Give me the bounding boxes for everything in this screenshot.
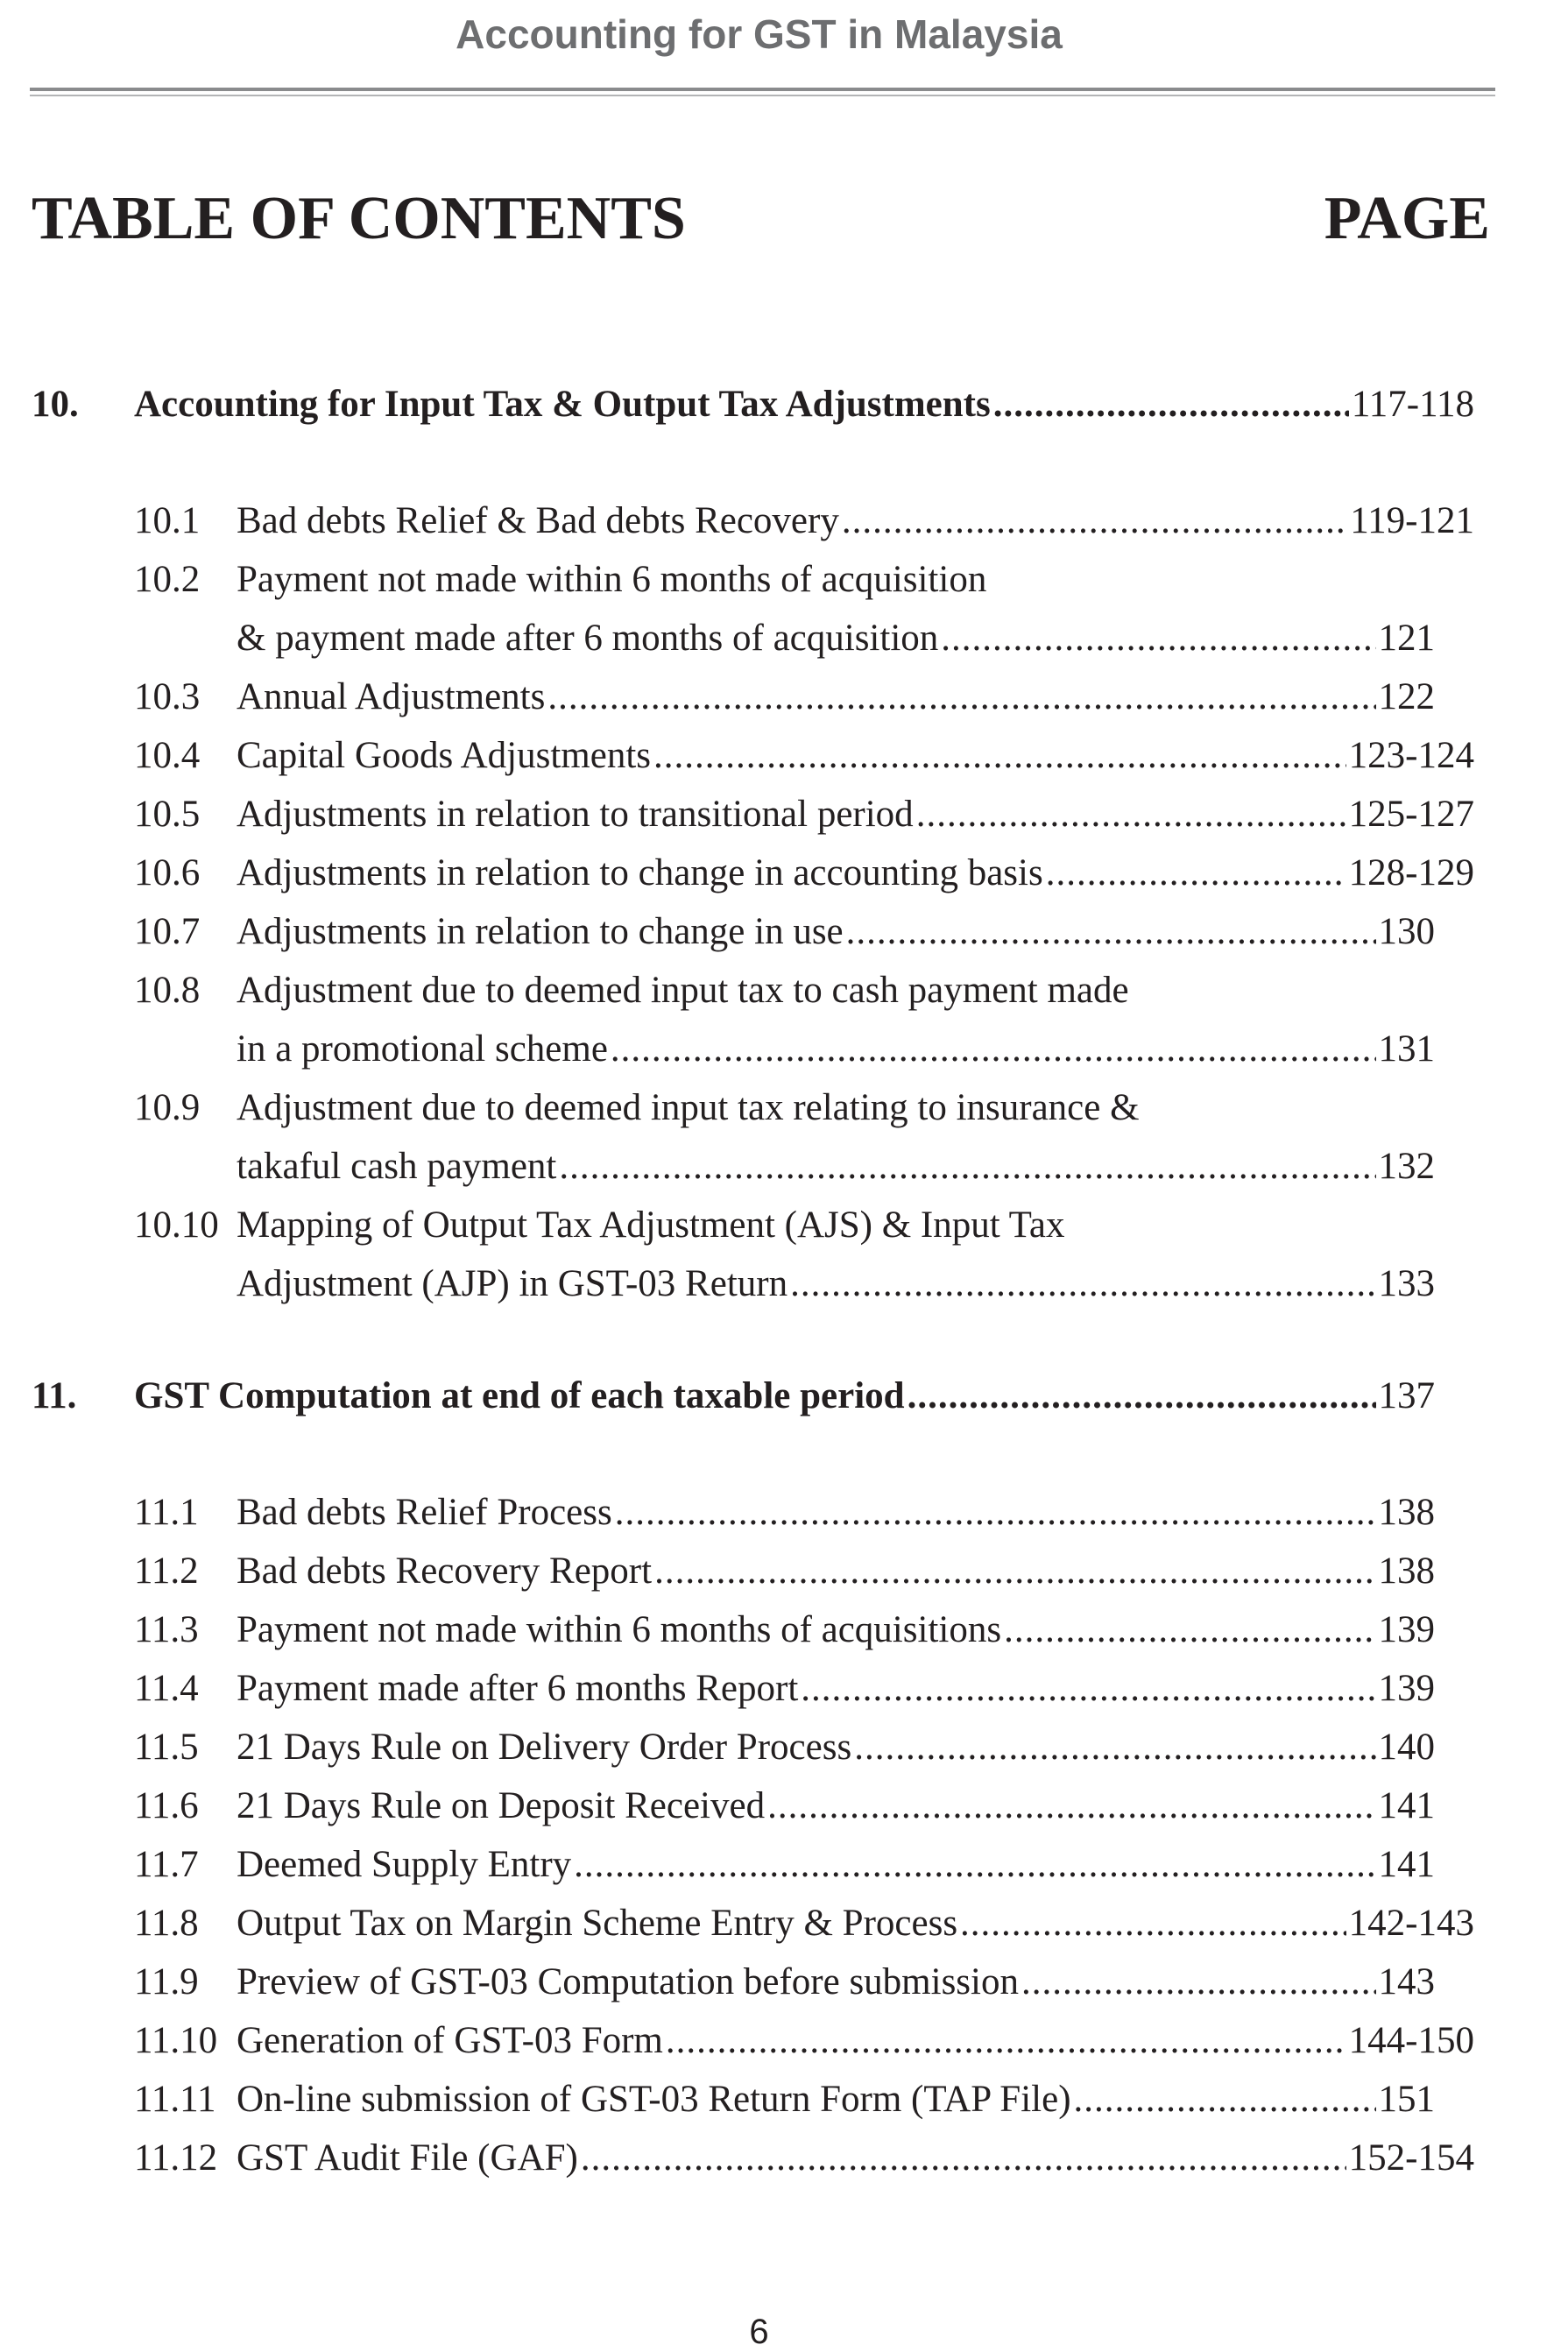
subsection-page: 125-127 (1348, 794, 1474, 835)
subsection-number: 10.6 (134, 852, 201, 893)
subsection-number: 11.9 (134, 1961, 199, 2002)
dot-leader (790, 1258, 1375, 1310)
subsection-entry (237, 1487, 1435, 1539)
subsection-title: Payment made after 6 months Report (237, 1668, 799, 1709)
subsection-entry (237, 1141, 1435, 1193)
section-number: 11. (32, 1375, 77, 1416)
subsection-page: 122 (1378, 676, 1435, 717)
subsection-number: 11.5 (134, 1727, 199, 1768)
subsection-page: 141 (1378, 1785, 1435, 1826)
dot-leader (654, 1545, 1375, 1598)
subsection-entry (237, 847, 1474, 900)
page-column-heading: PAGE (1324, 185, 1490, 252)
subsection-number: 11.3 (134, 1609, 199, 1650)
subsection-page: 139 (1378, 1668, 1435, 1709)
subsection-number: 10.7 (134, 911, 201, 952)
subsection-title: Adjustments in relation to transitional period (237, 794, 914, 835)
section-title: GST Computation at end of each taxable period (134, 1375, 905, 1416)
section-page: 117-118 (1351, 384, 1474, 425)
dot-leader (1046, 847, 1346, 900)
subsection-title: Bad debts Recovery Report (237, 1550, 653, 1592)
subsection-page: 152-154 (1348, 2137, 1474, 2179)
dot-leader (547, 671, 1375, 724)
subsection-title: in a promotional scheme (237, 1028, 608, 1070)
dot-leader (854, 1721, 1375, 1774)
subsection-entry-continued (237, 554, 986, 606)
dot-leader (581, 2132, 1346, 2185)
subsection-title: Adjustments in relation to change in accounting basis (237, 852, 1043, 893)
subsection-title: Bad debts Relief & Bad debts Recovery (237, 500, 839, 541)
subsection-number: 11.4 (134, 1668, 199, 1709)
subsection-page: 138 (1378, 1492, 1435, 1533)
subsection-entry (237, 1663, 1435, 1715)
subsection-page: 132 (1378, 1146, 1435, 1187)
subsection-title: Bad debts Relief Process (237, 1492, 612, 1533)
subsection-page: 128-129 (1348, 852, 1474, 893)
subsection-number: 11.2 (134, 1550, 199, 1592)
subsection-title: Capital Goods Adjustments (237, 735, 651, 776)
subsection-entry (237, 788, 1474, 841)
subsection-title: Adjustment (AJP) in GST-03 Return (237, 1263, 788, 1304)
subsection-title: Adjustment due to deemed input tax to cash payment made (237, 970, 1129, 1011)
subsection-number: 10.1 (134, 500, 201, 541)
subsection-title: Deemed Supply Entry (237, 1844, 572, 1885)
subsection-number: 10.3 (134, 676, 201, 717)
subsection-page: 123-124 (1348, 735, 1474, 776)
dot-leader (1004, 1604, 1375, 1656)
subsection-page: 151 (1378, 2079, 1435, 2120)
subsection-title: On-line submission of GST-03 Return Form (TAP File) (237, 2079, 1071, 2120)
section-number: 10. (32, 384, 79, 425)
subsection-number: 11.1 (134, 1492, 199, 1533)
section-page: 137 (1378, 1375, 1435, 1416)
subsection-number: 11.11 (134, 2079, 216, 2120)
dot-leader (941, 612, 1375, 665)
subsection-entry (237, 1897, 1474, 1950)
subsection-entry (237, 671, 1435, 724)
dot-leader (1021, 1956, 1376, 2009)
section-entry (134, 378, 1474, 431)
subsection-number: 10.10 (134, 1204, 219, 1246)
subsection-entry-continued (237, 1199, 1065, 1252)
subsection-entry (237, 1545, 1435, 1598)
subsection-page: 141 (1378, 1844, 1435, 1885)
running-head: Accounting for GST in Malaysia (456, 11, 1063, 57)
dot-leader (653, 730, 1346, 782)
subsection-entry (237, 1604, 1435, 1656)
dot-leader (960, 1897, 1346, 1950)
subsection-entry (237, 1023, 1435, 1076)
subsection-page: 143 (1378, 1961, 1435, 2002)
subsection-title: takaful cash payment (237, 1146, 557, 1187)
subsection-number: 11.10 (134, 2020, 218, 2061)
dot-leader (916, 788, 1346, 841)
subsection-title: Annual Adjustments (237, 676, 546, 717)
dot-leader (993, 378, 1349, 431)
subsection-entry (237, 2132, 1474, 2185)
dot-leader (767, 1780, 1375, 1833)
subsection-page: 119-121 (1350, 500, 1474, 541)
subsection-title: Generation of GST-03 Form (237, 2020, 663, 2061)
subsection-entry (237, 2073, 1435, 2126)
subsection-number: 11.8 (134, 1903, 199, 1944)
subsection-title: Payment not made within 6 months of acquisition (237, 559, 987, 600)
subsection-title: Mapping of Output Tax Adjustment (AJS) & Input Tax (237, 1204, 1065, 1246)
dot-leader (559, 1141, 1375, 1193)
subsection-number: 10.8 (134, 970, 201, 1011)
subsection-page: 131 (1378, 1028, 1435, 1070)
subsection-title: 21 Days Rule on Delivery Order Process (237, 1727, 852, 1768)
subsection-title: Output Tax on Margin Scheme Entry & Process (237, 1903, 958, 1944)
subsection-entry-continued (237, 1082, 1140, 1134)
subsection-entry (237, 906, 1435, 958)
subsection-page: 130 (1378, 911, 1435, 952)
subsection-entry (237, 1780, 1435, 1833)
subsection-title: Preview of GST-03 Computation before submission (237, 1961, 1019, 2002)
subsection-title: GST Audit File (GAF) (237, 2137, 578, 2179)
dot-leader (801, 1663, 1375, 1715)
subsection-entry (237, 495, 1474, 547)
subsection-title: Adjustment due to deemed input tax relating to insurance & (237, 1087, 1140, 1128)
subsection-page: 121 (1378, 618, 1435, 659)
subsection-entry (237, 612, 1435, 665)
subsection-title: Payment not made within 6 months of acquisitions (237, 1609, 1002, 1650)
dot-leader (611, 1023, 1376, 1076)
subsection-page: 140 (1378, 1727, 1435, 1768)
dot-leader (908, 1370, 1376, 1423)
subsection-entry (237, 1258, 1435, 1310)
subsection-entry-continued (237, 964, 1129, 1017)
subsection-number: 11.7 (134, 1844, 199, 1885)
subsection-entry (237, 2015, 1474, 2067)
page-number: 6 (749, 2313, 769, 2351)
subsection-page: 142-143 (1348, 1903, 1474, 1944)
subsection-number: 10.2 (134, 559, 201, 600)
subsection-page: 144-150 (1348, 2020, 1474, 2061)
dot-leader (615, 1487, 1376, 1539)
subsection-page: 138 (1378, 1550, 1435, 1592)
dot-leader (846, 906, 1376, 958)
subsection-title: 21 Days Rule on Deposit Received (237, 1785, 766, 1826)
subsection-number: 11.12 (134, 2137, 218, 2179)
subsection-number: 10.5 (134, 794, 201, 835)
subsection-entry (237, 1721, 1435, 1774)
subsection-entry (237, 730, 1474, 782)
dot-leader (666, 2015, 1346, 2067)
subsection-title: Adjustments in relation to change in use (237, 911, 844, 952)
dot-leader (1074, 2073, 1376, 2126)
section-entry (134, 1370, 1435, 1423)
subsection-page: 133 (1378, 1263, 1435, 1304)
dot-leader (842, 495, 1347, 547)
toc-title: TABLE OF CONTENTS (32, 185, 686, 252)
subsection-number: 11.6 (134, 1785, 199, 1826)
dot-leader (574, 1839, 1375, 1891)
subsection-entry (237, 1956, 1435, 2009)
subsection-number: 10.9 (134, 1087, 201, 1128)
subsection-number: 10.4 (134, 735, 201, 776)
section-title: Accounting for Input Tax & Output Tax Adjustments (134, 384, 991, 425)
subsection-title: & payment made after 6 months of acquisition (237, 618, 939, 659)
subsection-page: 139 (1378, 1609, 1435, 1650)
subsection-entry (237, 1839, 1435, 1891)
